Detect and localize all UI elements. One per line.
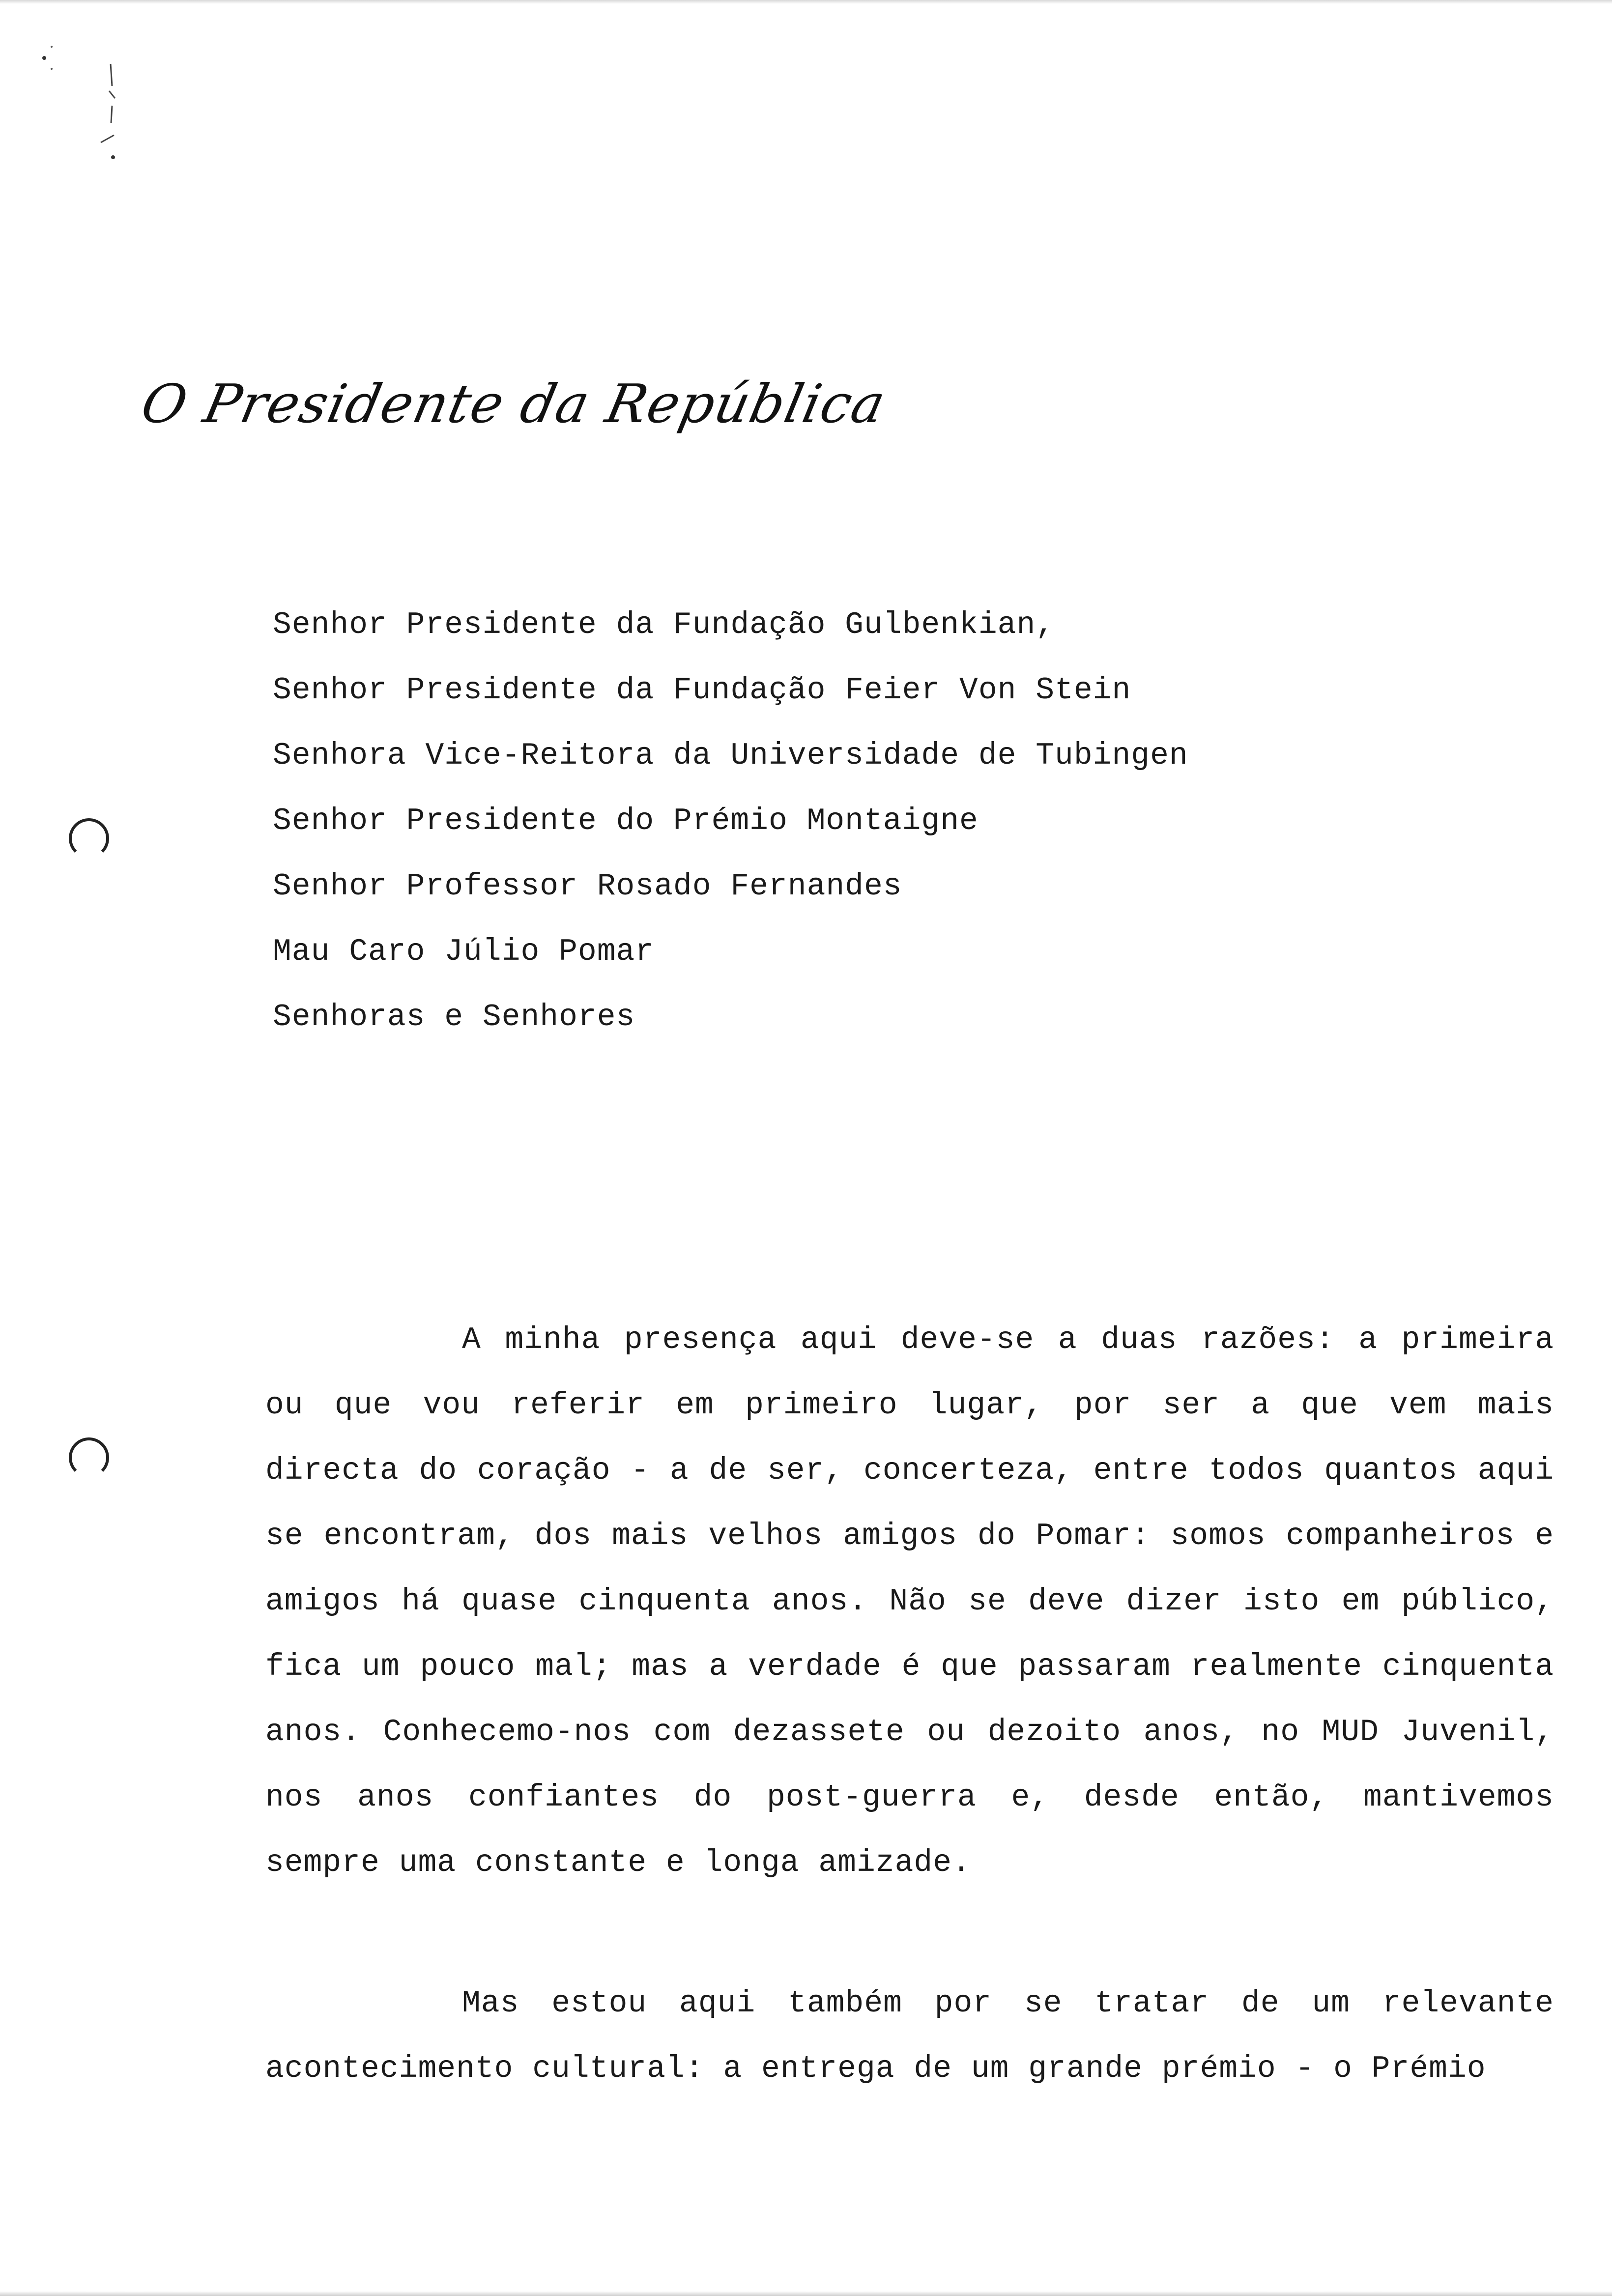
salutation-list: [273, 592, 1188, 1050]
body-paragraph-2: [265, 1971, 1554, 2101]
salutation-line: Mau Caro Júlio Pomar: [273, 934, 655, 969]
paragraph-text: Mas estou aqui também por se tratar de um relevante acontecimento cultural: a entrega de um grande prémio - o Prémio: [265, 1986, 1554, 2086]
paragraph-text: A minha presença aqui deve-se a duas razões: a primeira ou que vou referir em primeiro lugar, por ser a que vem mais directa do coração - a de ser, concerteza, entre todos quantos aqui se encontram, dos mais velhos amigos do Pomar: somos companheiros e amigos há quase cinquenta anos. Não se deve dizer isto em público, fica um pouco mal; mas a verdade é que passaram realmente cinquenta anos. Conhecemo-nos com dezassete ou dezoito anos, no MUD Juvenil, nos anos confiantes do post-guerra e, desde então, mantivemos sempre uma constante e longa amizade.: [265, 1322, 1554, 1880]
body-paragraph-1: [265, 1307, 1554, 1895]
letterhead-title: O Presidente da República: [136, 373, 892, 435]
scan-specks: [0, 0, 147, 167]
salutation-line: Senhora Vice-Reitora da Universidade de Tubingen: [273, 738, 1188, 773]
scan-top-edge: [0, 0, 1612, 4]
scan-bottom-edge: [0, 2291, 1612, 2296]
salutation-line: Senhoras e Senhores: [273, 1000, 635, 1034]
punch-hole: [69, 1437, 109, 1478]
salutation-line: Senhor Professor Rosado Fernandes: [273, 869, 902, 904]
salutation-line: Senhor Presidente do Prémio Montaigne: [273, 804, 979, 838]
punch-hole: [69, 818, 109, 859]
salutation-line: Senhor Presidente da Fundação Feier Von Stein: [273, 673, 1131, 708]
salutation-line: Senhor Presidente da Fundação Gulbenkian,: [273, 607, 1055, 642]
